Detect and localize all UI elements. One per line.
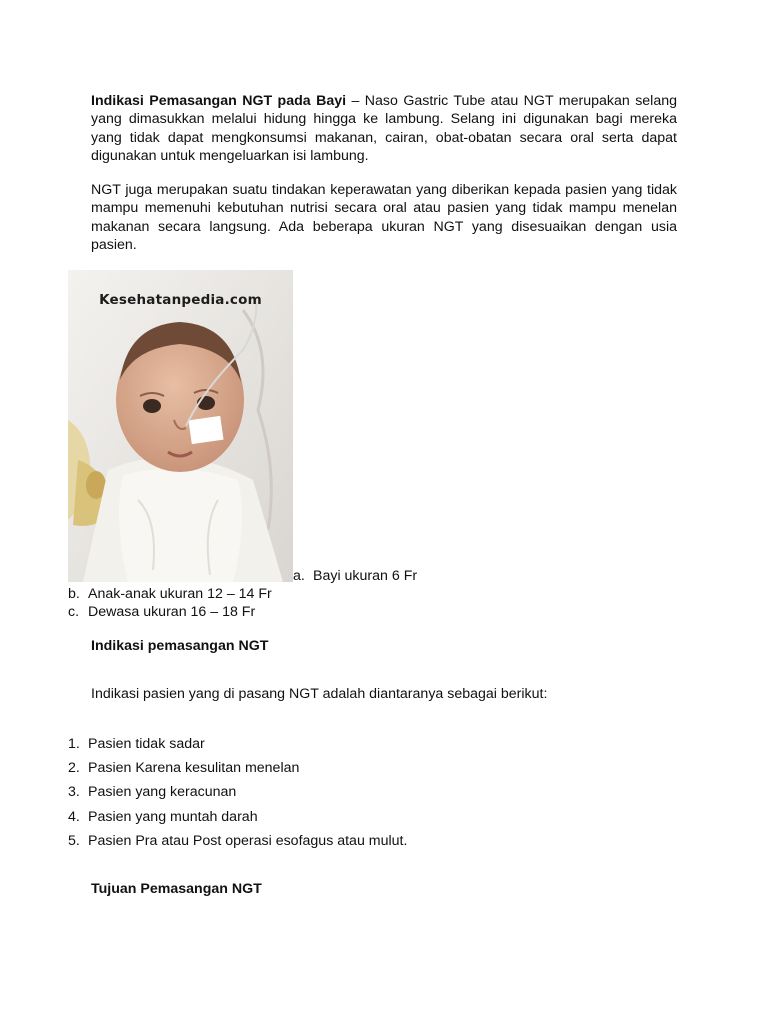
size-item-b xyxy=(68,585,272,603)
indications-intro: Indikasi pasien yang di pasang NGT adalah diantaranya sebagai berikut: xyxy=(91,686,548,702)
size-item-a xyxy=(293,567,417,585)
size-label: c. xyxy=(68,604,80,620)
list-item xyxy=(68,759,407,783)
baby-photo xyxy=(68,270,293,582)
list-text: Pasien tidak sadar xyxy=(88,736,205,752)
list-item xyxy=(68,783,407,807)
list-item xyxy=(68,735,407,759)
list-text: Pasien Karena kesulitan menelan xyxy=(88,760,300,777)
second-paragraph: NGT juga merupakan suatu tindakan keperawatan yang diberikan kepada pasien yang tidak mampu memenuhi kebutuhan nutrisi secara oral atau pasien yang tidak mampu menelan makanan secara langsung. Ada beberapa ukuran NGT yang disesuaikan dengan usia pasien. xyxy=(91,182,677,254)
purpose-heading: Tujuan Pemasangan NGT xyxy=(91,881,262,897)
size-text: Anak-anak ukuran 12 – 14 Fr xyxy=(88,586,272,602)
list-text: Pasien yang keracunan xyxy=(88,784,237,801)
size-text: Bayi ukuran 6 Fr xyxy=(313,568,418,584)
list-number: 3. xyxy=(68,784,80,801)
size-label: b. xyxy=(68,586,80,602)
list-number: 1. xyxy=(68,736,80,752)
intro-text: – Naso Gastric Tube atau NGT merupakan selang yang dimasukkan melalui hidung hingga ke lambung. Selang ini digunakan bagi mereka yang tidak dapat mengkonsumsi makanan, cairan, obat-obatan secara oral serta dapat digunakan untuk mengeluarkan isi lambung. xyxy=(91,93,677,165)
size-text: Dewasa ukuran 16 – 18 Fr xyxy=(88,604,256,620)
list-number: 4. xyxy=(68,808,80,825)
indications-heading: Indikasi pemasangan NGT xyxy=(91,638,269,654)
baby-photo-illustration xyxy=(68,270,293,582)
indications-list xyxy=(68,735,407,856)
list-number: 5. xyxy=(68,832,80,849)
intro-title: Indikasi Pemasangan NGT pada Bayi xyxy=(91,93,347,109)
list-text: Pasien Pra atau Post operasi esofagus atau mulut. xyxy=(88,832,408,849)
list-item xyxy=(68,808,407,832)
list-text: Pasien yang muntah darah xyxy=(88,808,258,825)
photo-watermark: Kesehatanpedia.com xyxy=(99,292,262,308)
list-item xyxy=(68,832,407,856)
size-label: a. xyxy=(293,568,305,584)
intro-paragraph xyxy=(91,92,677,166)
size-item-c xyxy=(68,603,255,621)
list-number: 2. xyxy=(68,760,80,777)
